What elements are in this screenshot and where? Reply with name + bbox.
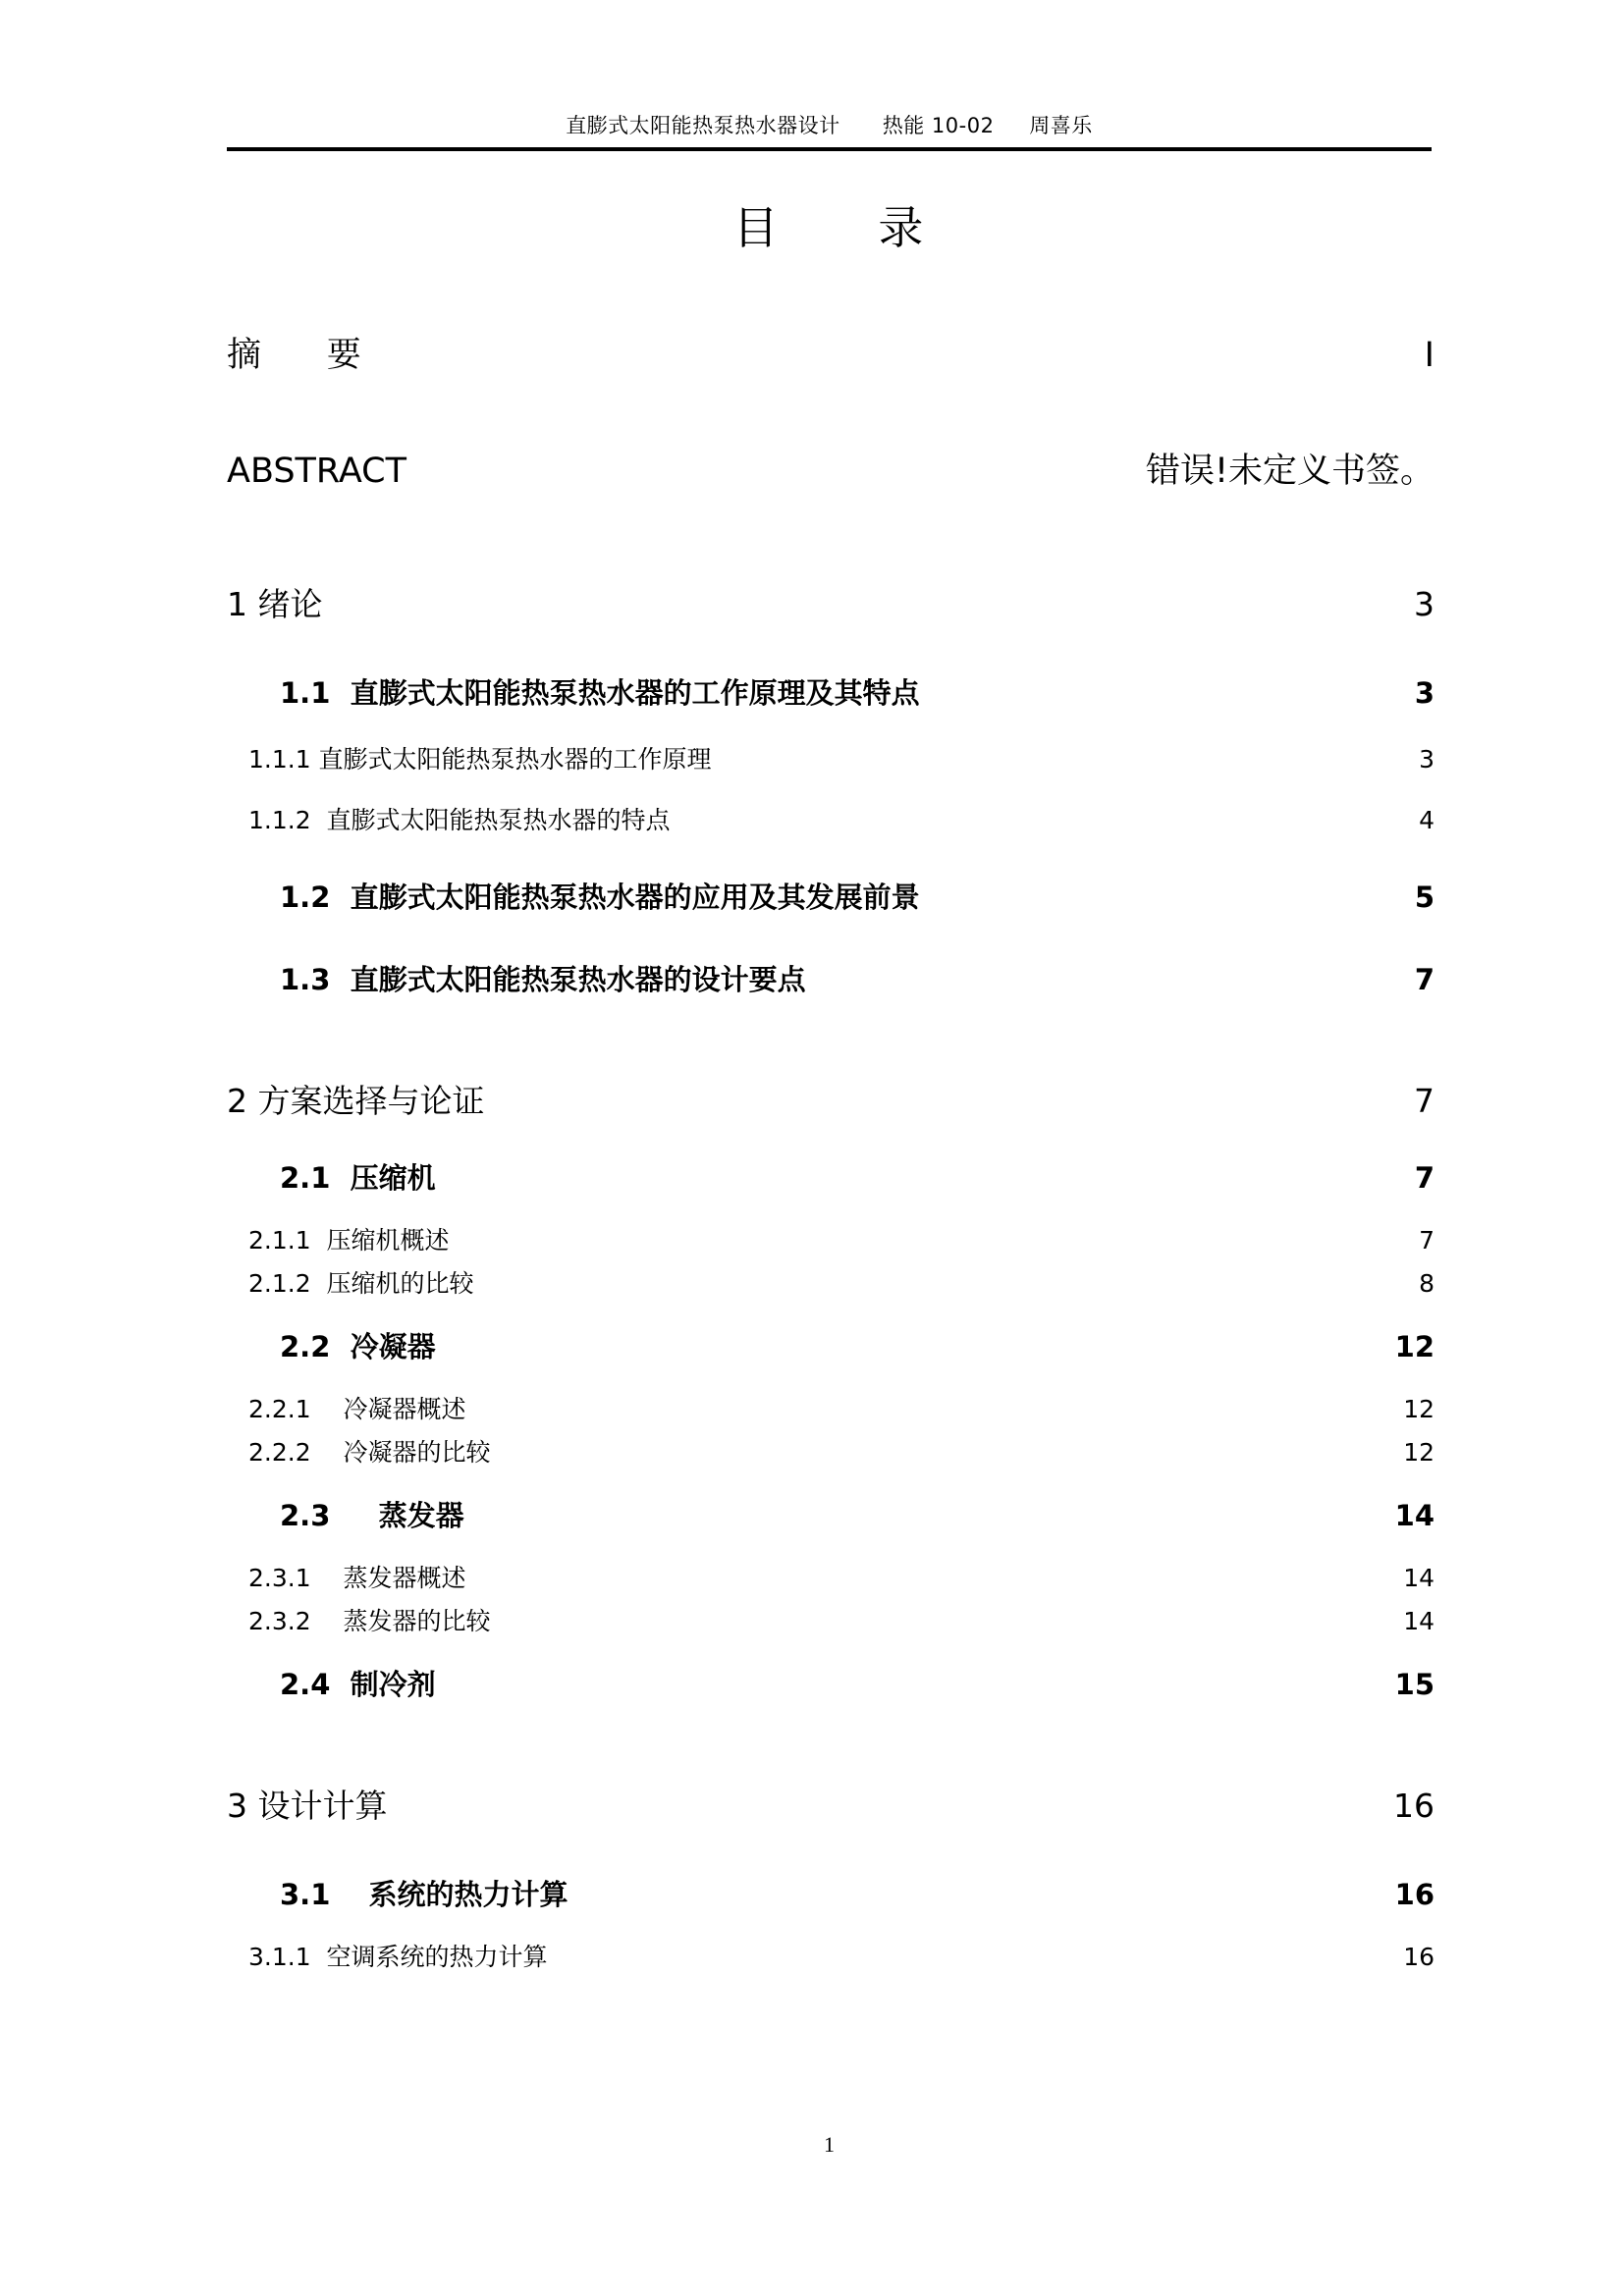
toc-entry[interactable] xyxy=(227,314,1435,404)
toc-entry-page-number: 3 xyxy=(1414,676,1435,710)
toc-entry-label: 2.1.1 压缩机概述 xyxy=(248,1226,450,1255)
toc-entry-page-number: 16 xyxy=(1393,1787,1435,1825)
toc-entry[interactable] xyxy=(227,1861,1435,1932)
toc-entry[interactable] xyxy=(227,1060,1435,1145)
toc-entry-page-number: 4 xyxy=(1419,806,1435,834)
toc-entry[interactable] xyxy=(227,430,1435,520)
toc-entry-page-number: 15 xyxy=(1394,1668,1435,1701)
page-title: 目 录 xyxy=(732,201,926,254)
toc-entry-label: 1.3 直膨式太阳能热泵热水器的设计要点 xyxy=(280,963,806,996)
toc-entry[interactable] xyxy=(227,864,1435,934)
running-header: 直膨式太阳能热泵热水器设计 热能 10-02 周喜乐 xyxy=(566,114,1093,137)
toc-entry-label: 1.1.2 直膨式太阳能热泵热水器的特点 xyxy=(248,806,671,834)
toc-entry-page-number: 7 xyxy=(1414,1161,1435,1195)
toc-entry[interactable] xyxy=(227,1427,1435,1470)
toc-entry[interactable] xyxy=(227,1765,1435,1849)
toc-entry-page-number: 16 xyxy=(1403,1943,1435,1971)
toc-entry-page-number: 7 xyxy=(1414,963,1435,996)
toc-entry-label: 3 设计计算 xyxy=(227,1787,388,1825)
toc-entry-label: 2.2.1 冷凝器概述 xyxy=(248,1395,466,1423)
toc-entry-label: 2.3.2 蒸发器的比较 xyxy=(248,1607,491,1635)
toc-entry-page-number: 16 xyxy=(1394,1878,1435,1911)
toc-entry-page-number: 12 xyxy=(1394,1330,1435,1363)
toc-entry-page-number: 14 xyxy=(1394,1499,1435,1532)
toc-entry-page-number: 8 xyxy=(1419,1269,1435,1298)
toc-entry-page-number: 3 xyxy=(1419,745,1435,774)
toc-entry[interactable] xyxy=(227,791,1435,852)
toc-entry-label: ABSTRACT xyxy=(227,452,418,491)
toc-entry-page-number: 12 xyxy=(1403,1438,1435,1467)
toc-entry[interactable] xyxy=(227,730,1435,791)
toc-entry-label: 3.1 系统的热力计算 xyxy=(280,1878,568,1911)
toc-entry-label: 2.1 压缩机 xyxy=(280,1161,436,1195)
toc-entry-page-number: 3 xyxy=(1414,585,1435,623)
table-of-contents xyxy=(227,314,1435,1975)
toc-entry-label: 2.3.1 蒸发器概述 xyxy=(248,1564,466,1592)
toc-entry[interactable] xyxy=(227,1651,1435,1722)
toc-entry[interactable] xyxy=(227,1215,1435,1258)
toc-entry-label: 1.1.1 直膨式太阳能热泵热水器的工作原理 xyxy=(248,745,712,774)
toc-entry[interactable] xyxy=(227,1145,1435,1215)
toc-entry[interactable] xyxy=(227,1313,1435,1384)
toc-entry[interactable] xyxy=(227,1258,1435,1302)
toc-entry-label: 摘 要 xyxy=(227,336,361,375)
toc-entry[interactable] xyxy=(227,1482,1435,1553)
toc-entry-label: 2.3 蒸发器 xyxy=(280,1499,464,1532)
toc-entry-label: 2.2.2 冷凝器的比较 xyxy=(248,1438,491,1467)
toc-entry-label: 2.2 冷凝器 xyxy=(280,1330,436,1363)
toc-entry-page-number: 7 xyxy=(1419,1226,1435,1255)
toc-entry-label: 1.2 直膨式太阳能热泵热水器的应用及其发展前景 xyxy=(280,881,920,914)
toc-entry[interactable] xyxy=(227,563,1435,648)
toc-entry[interactable] xyxy=(227,660,1435,730)
toc-entry[interactable] xyxy=(227,1596,1435,1639)
toc-entry-page-number: 14 xyxy=(1403,1607,1435,1635)
toc-entry-label: 2.4 制冷剂 xyxy=(280,1668,436,1701)
toc-entry-page-number: 5 xyxy=(1414,881,1435,914)
toc-entry[interactable] xyxy=(227,1932,1435,1975)
toc-entry-page-number: I xyxy=(1424,336,1435,375)
toc-entry-page-number: 12 xyxy=(1403,1395,1435,1423)
toc-entry-label: 3.1.1 空调系统的热力计算 xyxy=(248,1943,548,1971)
footer-page-number: 1 xyxy=(824,2132,835,2157)
toc-entry-page-number: 14 xyxy=(1403,1564,1435,1592)
header-divider-rule xyxy=(227,147,1432,151)
toc-entry-label: 1.1 直膨式太阳能热泵热水器的工作原理及其特点 xyxy=(280,676,920,710)
toc-entry[interactable] xyxy=(227,1384,1435,1427)
toc-entry-page-number: 错误!未定义书签。 xyxy=(1145,452,1435,491)
toc-entry-label: 2.1.2 压缩机的比较 xyxy=(248,1269,474,1298)
toc-entry[interactable] xyxy=(227,946,1435,1017)
toc-entry-page-number: 7 xyxy=(1414,1082,1435,1120)
toc-entry-label: 1 绪论 xyxy=(227,585,323,623)
toc-entry[interactable] xyxy=(227,1553,1435,1596)
toc-entry-label: 2 方案选择与论证 xyxy=(227,1082,485,1120)
